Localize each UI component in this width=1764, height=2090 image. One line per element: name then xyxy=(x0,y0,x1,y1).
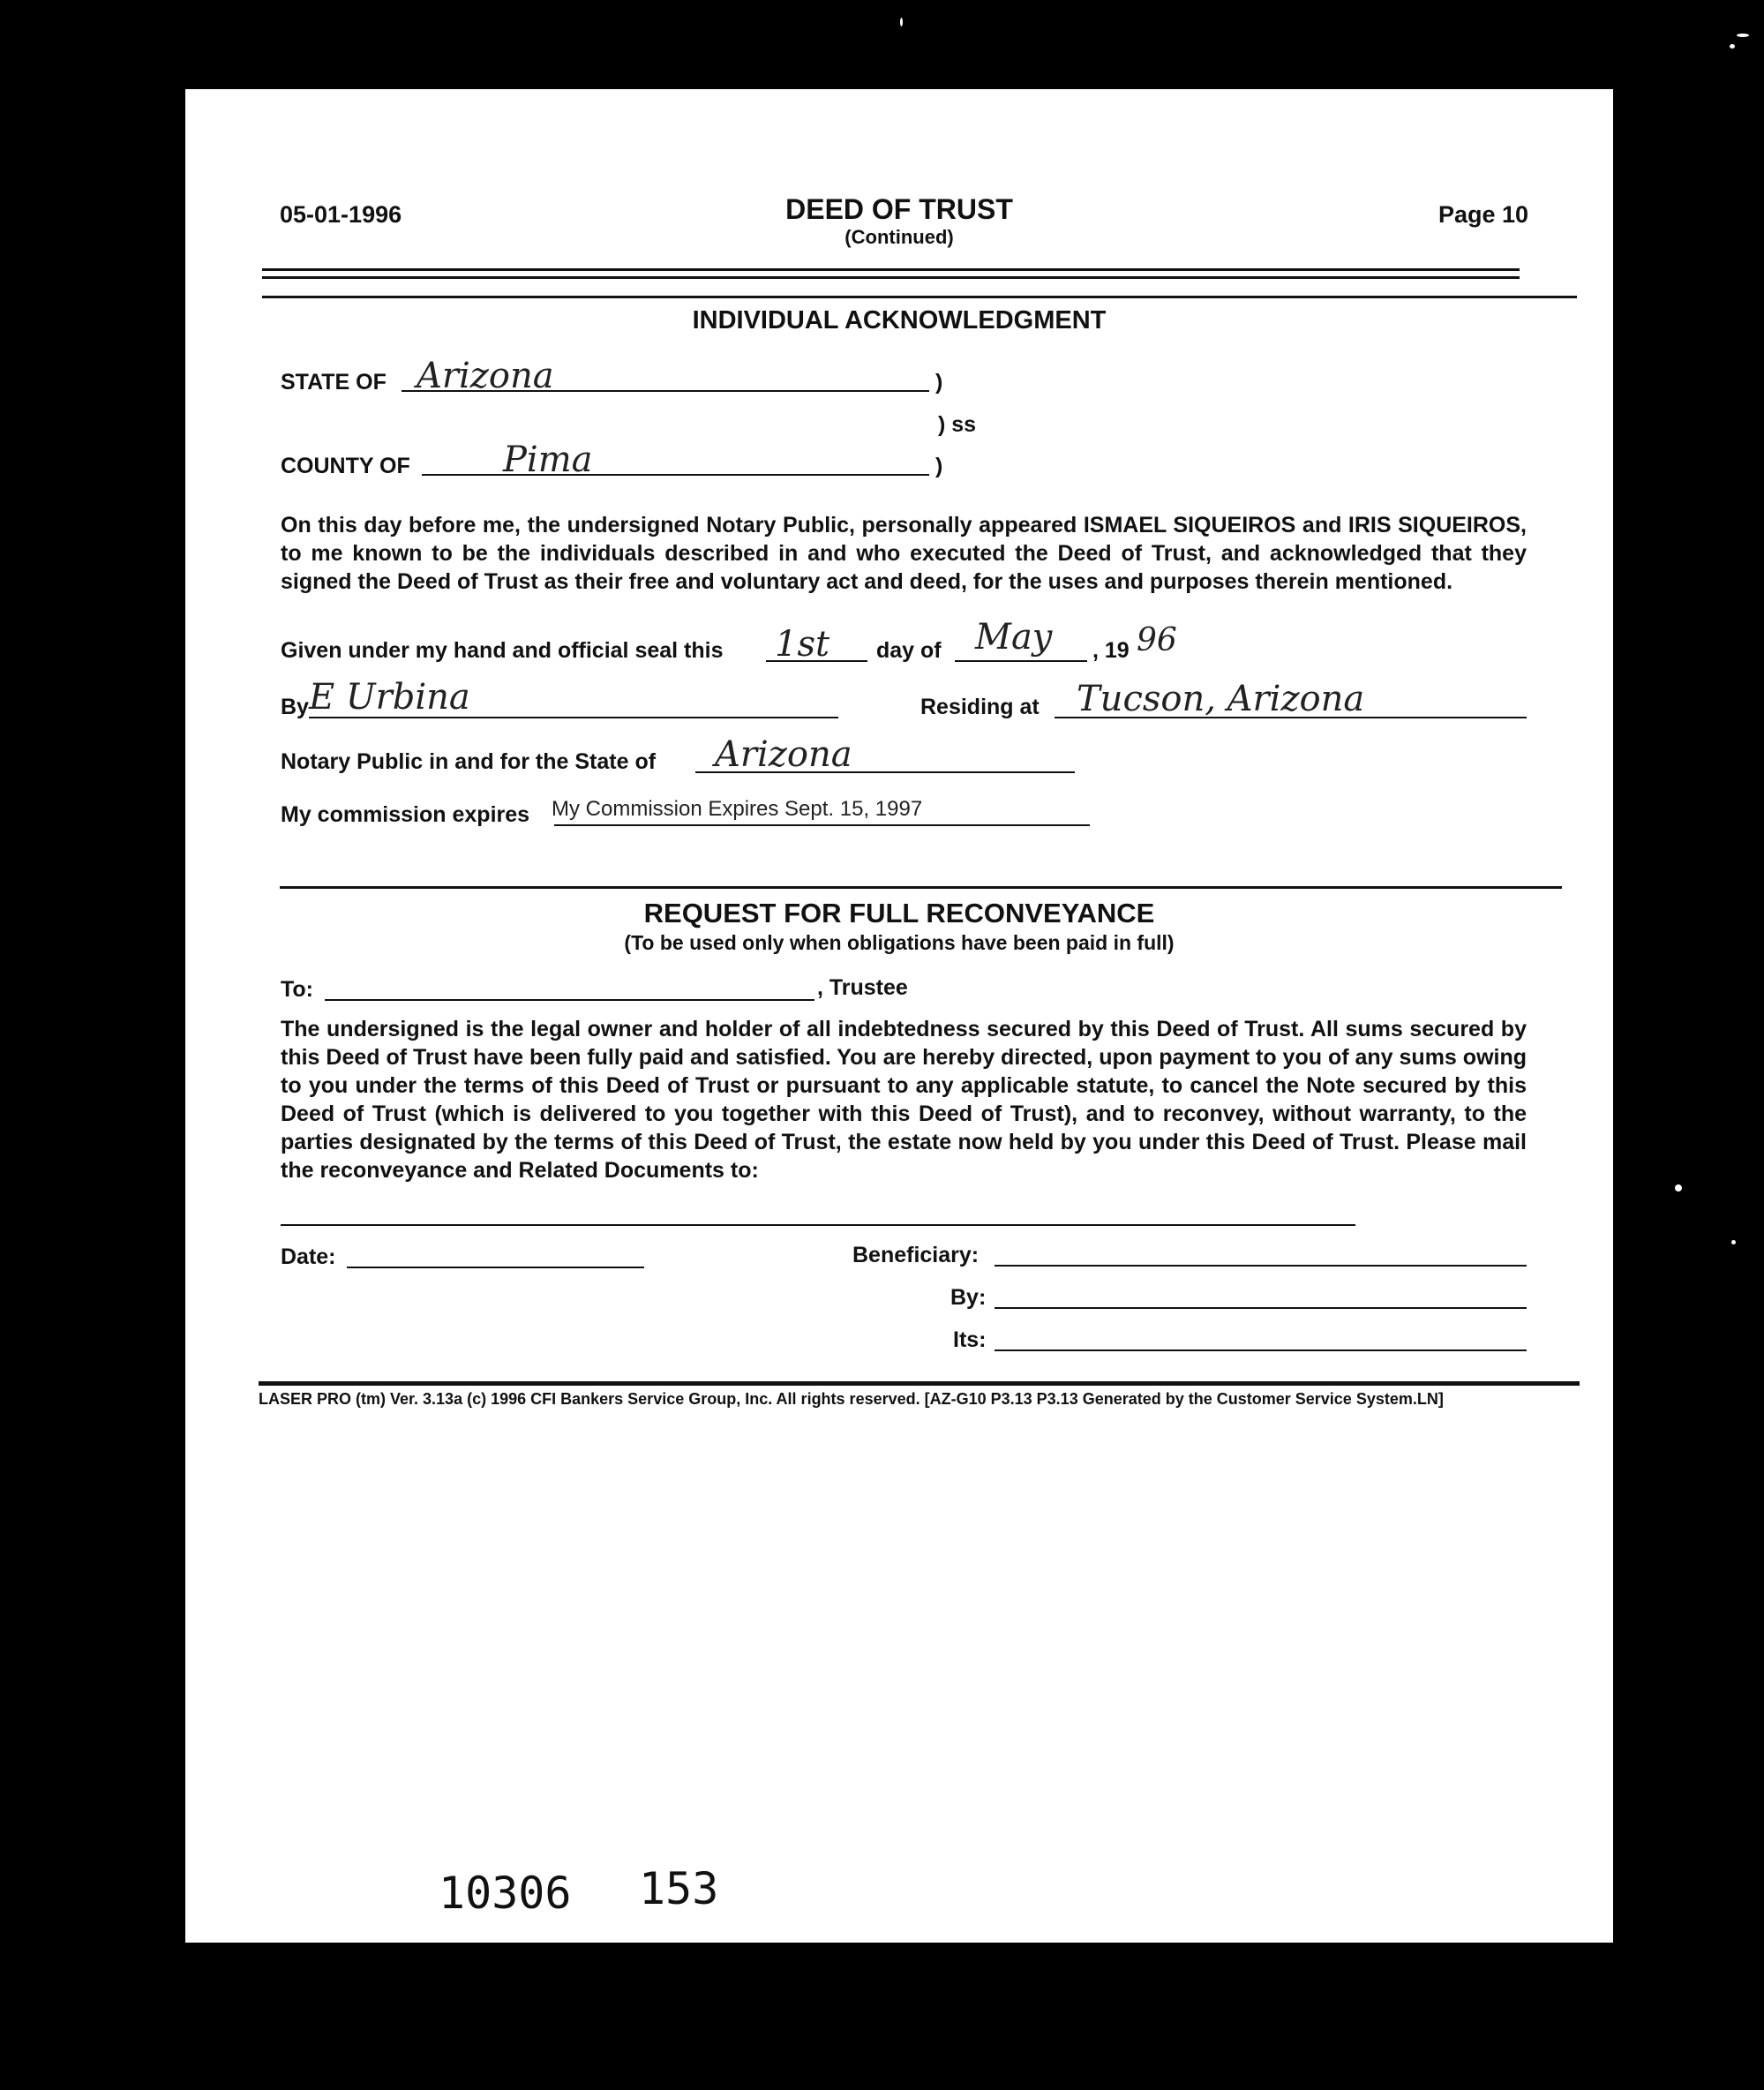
commission-stamp: My Commission Expires Sept. 15, 1997 xyxy=(552,797,923,821)
county-line xyxy=(422,474,929,476)
state-paren: ) xyxy=(935,370,943,395)
residing-label: Residing at xyxy=(920,695,1040,719)
day-of-label: day of xyxy=(876,638,942,663)
header-rule xyxy=(262,268,1520,271)
beneficiary-label: Beneficiary: xyxy=(852,1243,980,1267)
page-number: Page 10 xyxy=(1438,201,1529,228)
document-title-block xyxy=(185,193,1613,249)
trustee-label: , Trustee xyxy=(817,975,908,1000)
acknowledgment-heading: INDIVIDUAL ACKNOWLEDGMENT xyxy=(692,306,1107,335)
section-rule xyxy=(280,886,1562,889)
reconveyance-subheading: (To be used only when obligations have been paid in full) xyxy=(624,931,1175,954)
header-rule xyxy=(262,276,1520,279)
county-handwriting: Pima xyxy=(503,440,593,480)
date-line xyxy=(347,1267,644,1268)
year-prefix: , 19 xyxy=(1092,638,1130,663)
residing-handwriting: Tucson, Arizona xyxy=(1077,679,1365,719)
reconveyance-heading: REQUEST FOR FULL RECONVEYANCE xyxy=(643,898,1155,928)
scan-speck xyxy=(1731,1240,1736,1244)
state-label: STATE OF xyxy=(281,370,387,395)
its-label: Its: xyxy=(953,1327,987,1352)
beneficiary-line xyxy=(995,1265,1527,1267)
notary-state-label: Notary Public in and for the State of xyxy=(281,749,657,774)
given-label: Given under my hand and official seal this xyxy=(281,638,724,663)
scan-speck xyxy=(1737,34,1749,37)
its-line xyxy=(995,1349,1527,1351)
scan-speck xyxy=(1730,44,1735,49)
recon-by-line xyxy=(995,1307,1527,1309)
recording-page-number: 153 xyxy=(639,1863,719,1914)
ss-label: ) ss xyxy=(938,412,977,437)
notary-signature: E Urbina xyxy=(309,677,470,718)
commission-label: My commission expires xyxy=(281,802,530,827)
given-day-handwriting: 1st xyxy=(775,624,830,665)
to-label: To: xyxy=(281,977,314,1002)
notary-state-handwriting: Arizona xyxy=(715,734,852,775)
document-title: DEED OF TRUST xyxy=(785,193,1013,225)
acknowledgment-paragraph: On this day before me, the undersigned Notary Public, personally appeared ISMAEL SIQUEIROS and IRIS SIQUEIROS, to me known to be the individuals described in and who executed the Deed of Trust, and acknowledged that they signed the Deed of Trust as their free and voluntary act and deed, for the uses and purposes therein mentioned. xyxy=(281,513,1527,594)
scan-speck xyxy=(900,18,903,26)
state-handwriting: Arizona xyxy=(417,356,554,396)
trustee-line xyxy=(325,999,814,1001)
reconveyance-heading-wrap xyxy=(185,898,1613,955)
given-month-line xyxy=(955,660,1087,662)
recon-by-label: By: xyxy=(950,1285,987,1310)
document-page xyxy=(185,89,1613,1943)
scan-speck xyxy=(1675,1184,1682,1192)
footer-rule xyxy=(259,1381,1580,1386)
county-paren: ) xyxy=(935,454,943,478)
by-label: By xyxy=(281,695,309,719)
recording-book-number: 10306 xyxy=(439,1868,572,1919)
year-handwriting: 96 xyxy=(1137,622,1177,658)
document-date: 05-01-1996 xyxy=(280,201,402,228)
section-rule xyxy=(262,296,1577,298)
acknowledgment-heading-wrap xyxy=(185,306,1613,335)
given-month-handwriting: May xyxy=(975,617,1053,658)
document-subtitle: (Continued) xyxy=(844,226,954,248)
mail-to-line xyxy=(281,1224,1355,1226)
county-label: COUNTY OF xyxy=(281,454,410,478)
commission-line xyxy=(554,824,1090,826)
date-label: Date: xyxy=(281,1244,336,1269)
footer-text: LASER PRO (tm) Ver. 3.13a (c) 1996 CFI Bankers Service Group, Inc. All rights reserved. [AZ-G10 P3.13 P3.13 Generated by the Customer Service System.LN] xyxy=(259,1390,1444,1408)
reconveyance-paragraph: The undersigned is the legal owner and holder of all indebtedness secured by this Deed of Trust. All sums secured by this Deed of Trust have been fully paid and satisfied. You are hereby directed, upon payment to you of any sums owing to you under the terms of this Deed of Trust or pursuant to any applicable statute, to cancel the Note secured by this Deed of Trust (which is delivered to you together with this Deed of Trust), and to reconvey, without warranty, to the parties designated by the terms of this Deed of Trust, the estate now held by you under this Deed of Trust. Please mail the reconveyance and Related Documents to: xyxy=(281,1017,1527,1183)
